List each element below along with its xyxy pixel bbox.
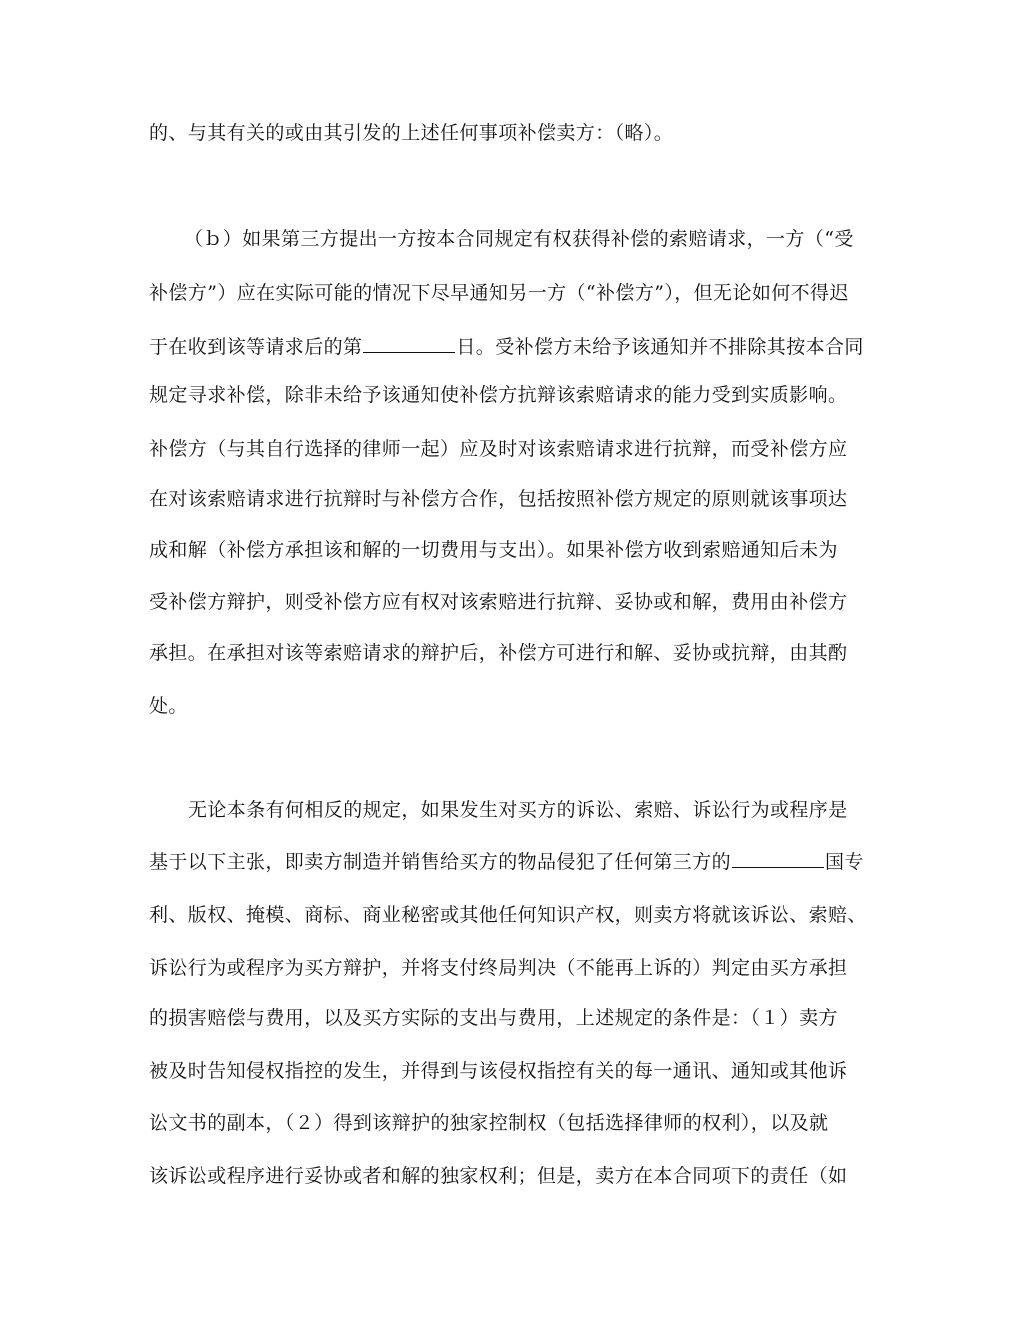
para3-line3: 利、版权、掩模、商标、商业秘密或其他任何知识产权，则卖方将就该诉讼、索赔、 (149, 904, 867, 926)
para3-line6: 被及时告知侵权指控的发生，并得到与该侵权指控有关的每一通讯、通知或其他诉 (149, 1060, 848, 1082)
blank-days-field (363, 334, 455, 353)
para3-line2 (149, 849, 889, 875)
para2-line7: 成和解（补偿方承担该和解的一切费用与支出）。如果补偿方收到索赔通知后未为 (149, 539, 838, 561)
para2-line10: 处。 (149, 695, 188, 717)
para3-line5: 的损害赔偿与费用，以及买方实际的支出与费用，上述规定的条件是：（１）卖方 (149, 1007, 838, 1029)
para2-line2: 补偿方”）应在实际可能的情况下尽早通知另一方（“补偿方”），但无论如何不得迟 (149, 282, 849, 304)
para2-line8: 受补偿方辩护，则受补偿方应有权对该索赔进行抗辩、妥协或和解，费用由补偿方 (149, 591, 848, 613)
para2-line3-before: 于在收到该等请求后的第 (149, 336, 363, 358)
para3-line7: 讼文书的副本，（２）得到该辩护的独家控制权（包括选择律师的权利），以及就 (149, 1112, 829, 1134)
para2-line3-after: 日。受补偿方未给予该通知并不排除其按本合同 (456, 336, 864, 358)
para3-line2-after: 国专 (825, 851, 864, 873)
para3-line1: 无论本条有何相反的规定，如果发生对买方的诉讼、索赔、诉讼行为或程序是 (188, 799, 848, 821)
para3-line4: 诉讼行为或程序为买方辩护，并将支付终局判决（不能再上诉的）判定由买方承担 (149, 957, 848, 979)
para2-line1: （ｂ）如果第三方提出一方按本合同规定有权获得补偿的索赔请求，一方（“受 (184, 228, 854, 250)
para3-line2-before: 基于以下主张，即卖方制造并销售给买方的物品侵犯了任何第三方的 (149, 851, 732, 873)
para2-line6: 在对该索赔请求进行抗辩时与补偿方合作，包括按照补偿方规定的原则就该事项达 (149, 488, 848, 510)
para2-line3 (149, 334, 889, 360)
para2-line5: 补偿方（与其自行选择的律师一起）应及时对该索赔请求进行抗辩，而受补偿方应 (149, 438, 848, 460)
para3-line8: 该诉讼或程序进行妥协或者和解的独家权利；但是，卖方在本合同项下的责任（如 (149, 1165, 848, 1187)
para2-line4: 规定寻求补偿，除非未给予该通知使补偿方抗辩该索赔请求的能力受到实质影响。 (149, 384, 848, 406)
para1-line1: 的、与其有关的或由其引发的上述任何事项补偿卖方：（略）。 (149, 122, 674, 144)
para2-line9: 承担。在承担对该等索赔请求的辩护后，补偿方可进行和解、妥协或抗辩，由其酌 (149, 642, 848, 664)
blank-country-field (732, 849, 824, 868)
